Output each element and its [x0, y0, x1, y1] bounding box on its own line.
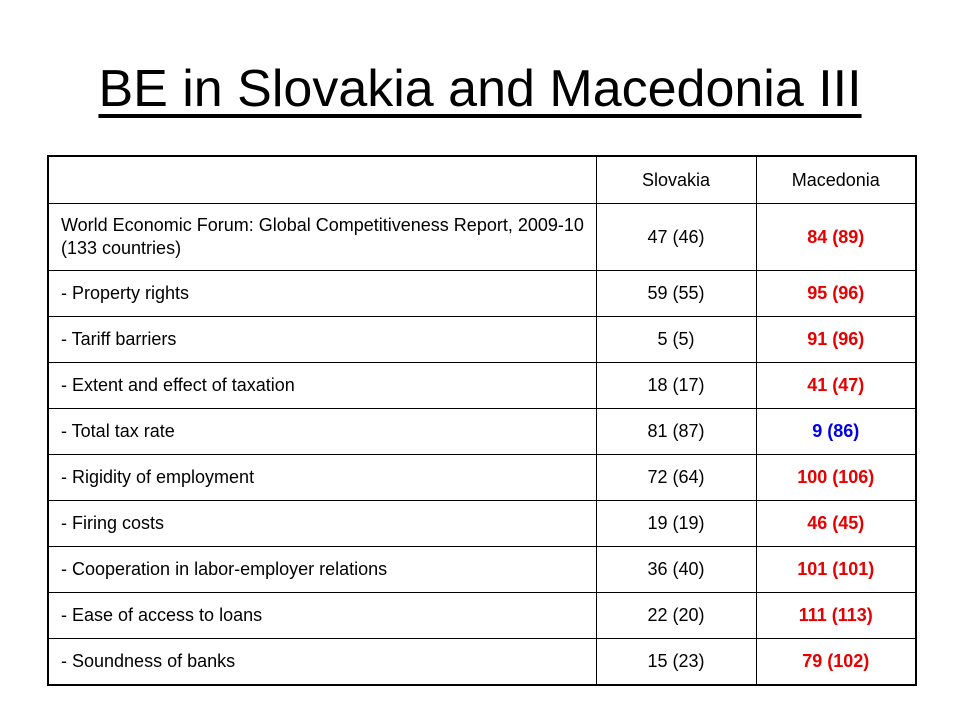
macedonia-value: 100 (106) [756, 455, 916, 501]
slovakia-value: 36 (40) [596, 547, 756, 593]
table-row [48, 501, 916, 547]
macedonia-value: 95 (96) [756, 271, 916, 317]
header-cell-blank [48, 156, 596, 204]
row-label: - Tariff barriers [48, 317, 596, 363]
row-label: - Firing costs [48, 501, 596, 547]
slovakia-value: 72 (64) [596, 455, 756, 501]
slovakia-value: 81 (87) [596, 409, 756, 455]
macedonia-value: 91 (96) [756, 317, 916, 363]
slovakia-value: 5 (5) [596, 317, 756, 363]
slovakia-value: 22 (20) [596, 593, 756, 639]
table-row [48, 363, 916, 409]
slovakia-value: 59 (55) [596, 271, 756, 317]
row-label: - Total tax rate [48, 409, 596, 455]
macedonia-value: 101 (101) [756, 547, 916, 593]
macedonia-value: 111 (113) [756, 593, 916, 639]
macedonia-value: 41 (47) [756, 363, 916, 409]
table-row [48, 271, 916, 317]
slovakia-value: 19 (19) [596, 501, 756, 547]
macedonia-value: 79 (102) [756, 639, 916, 686]
table-row [48, 639, 916, 686]
macedonia-value: 46 (45) [756, 501, 916, 547]
row-label: - Ease of access to loans [48, 593, 596, 639]
slovakia-value: 18 (17) [596, 363, 756, 409]
row-label: - Rigidity of employment [48, 455, 596, 501]
comparison-table [47, 155, 917, 686]
table-row [48, 204, 916, 271]
slovakia-value: 15 (23) [596, 639, 756, 686]
row-label: - Soundness of banks [48, 639, 596, 686]
row-label: World Economic Forum: Global Competitiveness Report, 2009-10 (133 countries) [48, 204, 596, 271]
macedonia-value: 84 (89) [756, 204, 916, 271]
header-cell-slovakia: Slovakia [596, 156, 756, 204]
page-title [0, 58, 960, 120]
page-title-text: BE in Slovakia and Macedonia III [98, 60, 862, 118]
table-row [48, 409, 916, 455]
table-row [48, 455, 916, 501]
table-row [48, 317, 916, 363]
header-cell-macedonia: Macedonia [756, 156, 916, 204]
table-row [48, 547, 916, 593]
row-label: - Extent and effect of taxation [48, 363, 596, 409]
slovakia-value: 47 (46) [596, 204, 756, 271]
table-header-row [48, 156, 916, 204]
macedonia-value: 9 (86) [756, 409, 916, 455]
table-row [48, 593, 916, 639]
row-label: - Cooperation in labor-employer relations [48, 547, 596, 593]
row-label: - Property rights [48, 271, 596, 317]
